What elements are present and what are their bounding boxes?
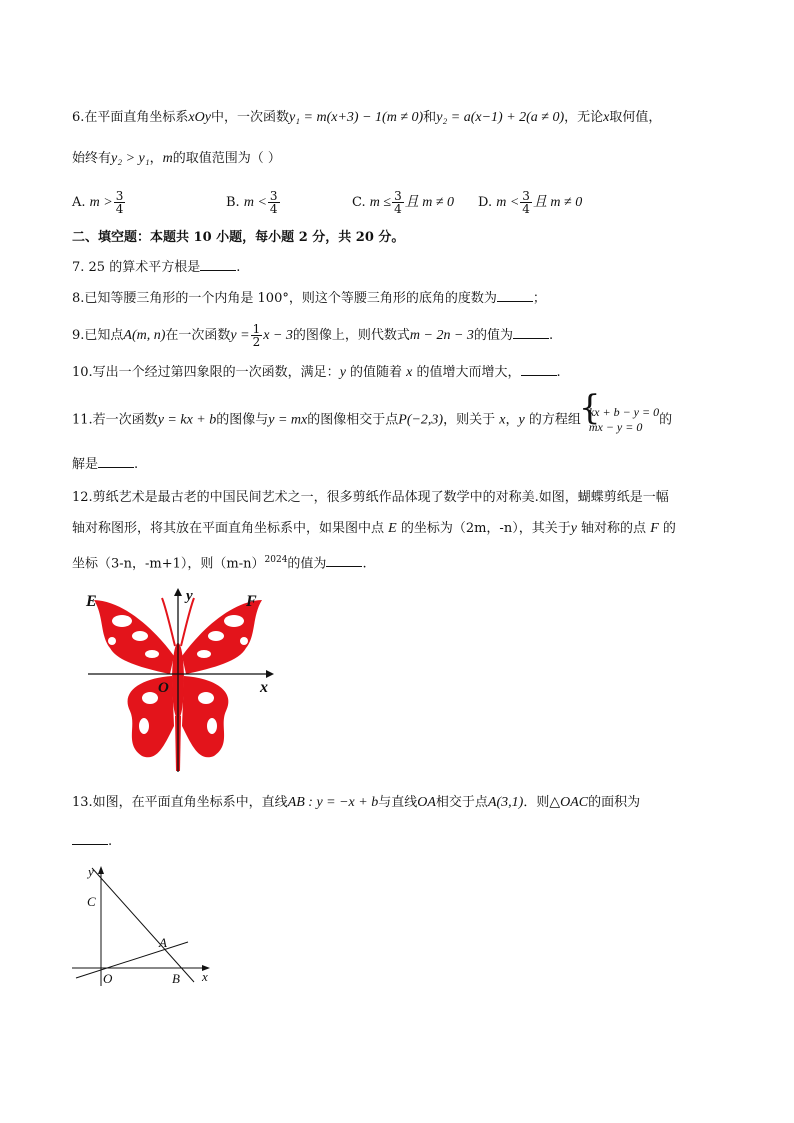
q13-line2: . [72, 832, 112, 852]
q12-line2: 轴对称图形，将其放在平面直角坐标系中，如果图中点 E 的坐标为（2m，-n），其关于y 轴对称的点 F 的 [72, 521, 676, 536]
coordinate-figure [66, 860, 226, 990]
label-f: F [246, 593, 257, 610]
butterfly-figure [82, 586, 282, 776]
answer-blank[interactable] [497, 289, 533, 302]
answer-blank[interactable] [200, 258, 236, 271]
q9: 9.已知点A(m, n)在一次函数y = $\frac{1}{2}$ x − 3的图像上，则代数式m − 2n − 3的值为 . [72, 322, 554, 349]
q12-line1: 12.剪纸艺术是最古老的中国民间艺术之一，很多剪纸作品体现了数学中的对称美.如图，蝴蝶剪纸是一幅 [72, 490, 669, 505]
q6-option-d[interactable]: D. m < $\frac{3}{4}$ 且 m ≠ 0 [478, 189, 583, 216]
q6-option-b[interactable]: B. m < $\frac{3}{4}$ [226, 189, 278, 216]
label-e: E [86, 593, 97, 610]
answer-blank[interactable] [513, 326, 549, 339]
fraction: $\frac{3}{4}$ [522, 189, 530, 216]
equation-system: { kx + b − y = 0 mx − y = 0 [581, 405, 659, 435]
q8: 8.已知等腰三角形的一个内角是 100°，则这个等腰三角形的底角的度数为 ； [72, 291, 546, 306]
q6-line2: 始终有y₂ > y₁，m的取值范围为（ ） [72, 151, 281, 166]
label-x: x [260, 679, 268, 696]
answer-blank[interactable] [72, 832, 108, 845]
label-o: O [158, 680, 169, 696]
label-a: A [159, 935, 167, 950]
answer-blank[interactable] [98, 455, 134, 468]
label-c: C [87, 894, 96, 909]
q11-line1: 11.若一次函数y = kx + b的图像与y = mx的图像相交于点P(−2,3)，则关于 x，y 的方程组 { kx + b − y = 0 mx − y = 0 的 [72, 405, 672, 435]
answer-blank[interactable] [521, 363, 557, 376]
fraction: $\frac{3}{4}$ [115, 189, 124, 216]
line-ab [92, 868, 194, 982]
answer-blank[interactable] [326, 554, 362, 567]
q6-option-c[interactable]: C. m ≤ $\frac{3}{4}$ 且 m ≠ 0 [352, 189, 454, 216]
y-axis-arrow-icon [174, 588, 182, 596]
q13-line1: 13.如图，在平面直角坐标系中，直线AB : y = −x + b与直线OA相交于点A(3,1)．则△OAC的面积为 [72, 795, 641, 810]
label-o: O [103, 971, 113, 986]
label-b: B [172, 971, 180, 986]
fraction: $\frac{3}{4}$ [269, 189, 278, 216]
q6-line1: 6.在平面直角坐标系xOy中，一次函数y₁ = m(x+3) − 1(m ≠ 0)和y₂ = a(x−1) + 2(a ≠ 0)，无论x取何值， [72, 110, 662, 125]
y2-expression: y₂ = a(x−1) + 2(a ≠ 0) [436, 110, 565, 125]
y-axis-arrow-icon [98, 866, 104, 874]
q10: 10.写出一个经过第四象限的一次函数，满足：y 的值随着 x 的值增大而增大， . [72, 365, 561, 380]
fraction: $\frac{1}{2}$ [252, 322, 261, 349]
q7: 7. 25 的算术平方根是 . [72, 260, 241, 275]
label-y: y [88, 864, 94, 879]
y1-expression: y₁ = m(x+3) − 1(m ≠ 0) [288, 110, 424, 125]
q12-line3: 坐标（3-n，-m+1），则$(m-n)^{2024}$的值为 . [72, 555, 367, 572]
xoy-symbol: xOy [188, 110, 211, 125]
q11-line2: 解是 . [72, 457, 139, 472]
q6-option-a[interactable]: A. m > $\frac{3}{4}$ [72, 189, 124, 216]
inequality: y₂ > y₁ [111, 151, 150, 166]
label-x: x [202, 969, 208, 984]
fraction: $\frac{3}{4}$ [394, 189, 402, 216]
label-y: y [186, 588, 193, 604]
x-axis-arrow-icon [266, 670, 274, 678]
section-header: 二、填空题：本题共 10 小题，每小题 2 分，共 20 分。 [72, 230, 405, 245]
